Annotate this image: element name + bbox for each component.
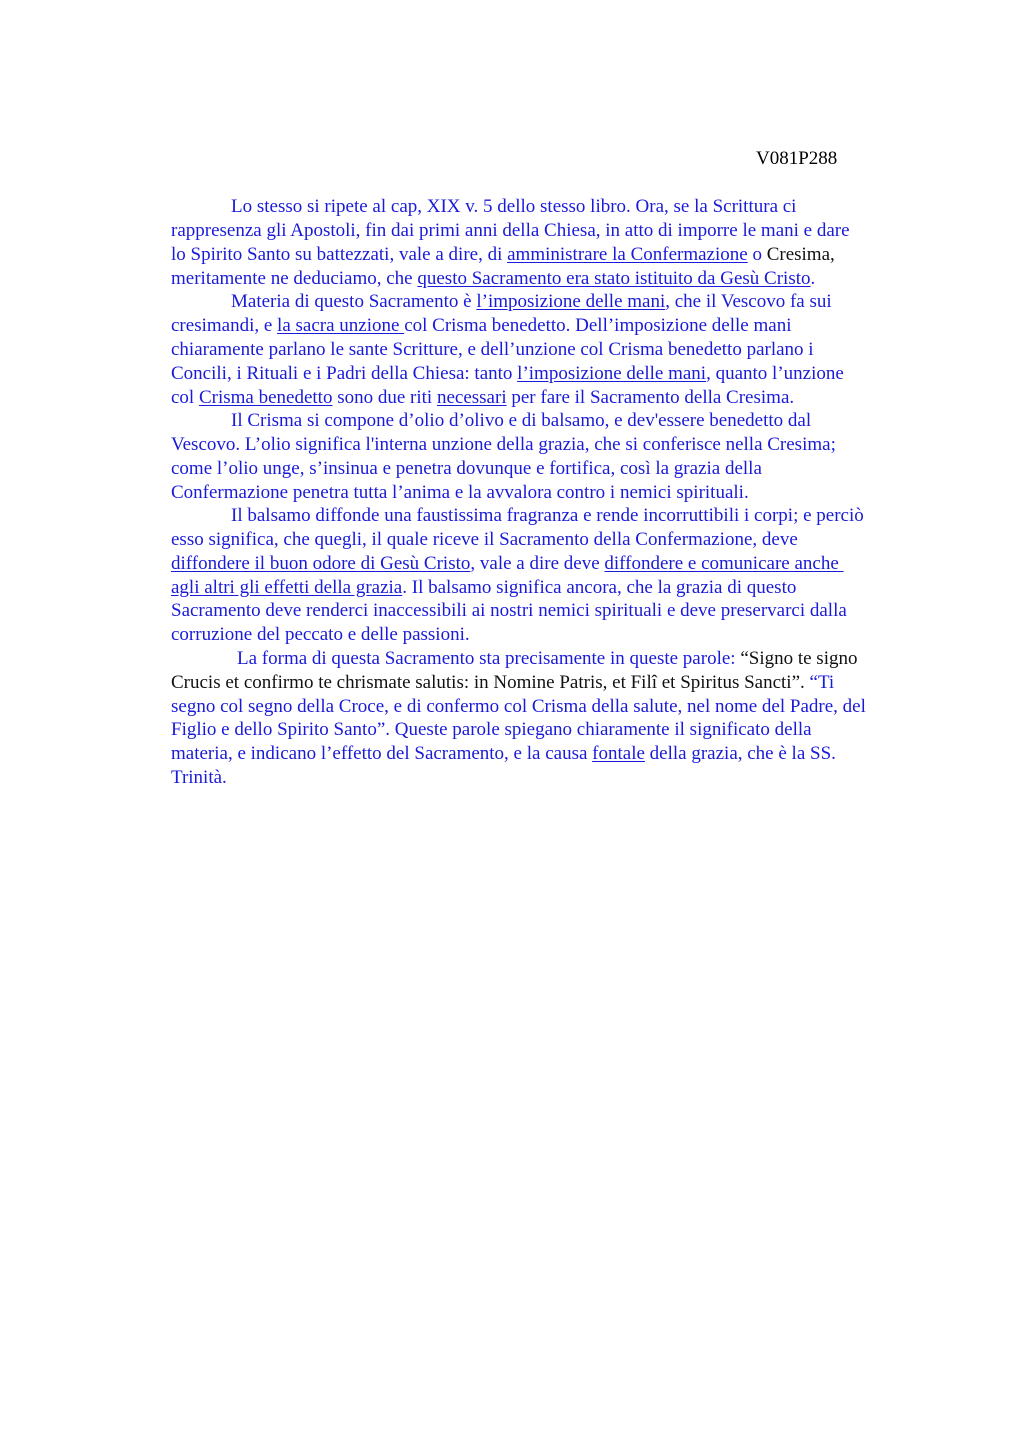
page-identifier: V081P288 (756, 148, 838, 169)
text-line-3: lo Spirito Santo su battezzati, vale a dire, di amministrare la Confermazione o Cresima, (171, 244, 835, 265)
text-line-1: Lo stesso si ripete al cap, XIX v. 5 dello stesso libro. Ora, se la Scrittura ci (231, 196, 797, 217)
text-line-11: Vescovo. L’olio significa l'interna unzione della grazia, che si conferisce nella Cresima; (171, 434, 836, 455)
text-line-9: col Crisma benedetto sono due riti necessari per fare il Sacramento della Cresima. (171, 387, 795, 408)
text-line-4: meritamente ne deduciamo, che questo Sacramento era stato istituito da Gesù Cristo. (171, 268, 816, 289)
underlined-phrase: agli altri gli effetti della grazia (171, 577, 403, 598)
text-line-13: Confermazione penetra tutta l’anima e la avvalora contro i nemici spirituali. (171, 482, 749, 503)
text-line-12: come l’olio unge, s’insinua e penetra dovunque e fortifica, così la grazia della (171, 458, 762, 479)
text-line-2: rappresenza gli Apostoli, fin dai primi anni della Chiesa, in atto di imporre le mani e dare (171, 220, 850, 241)
text-line-10: Il Crisma si compone d’olio d’olivo e di balsamo, e dev'essere benedetto dal (231, 410, 812, 431)
underlined-phrase: necessari (436, 387, 507, 408)
text-line-15: esso significa, che quegli, il quale riceve il Sacramento della Confermazione, deve (171, 529, 798, 550)
text-line-8: Concili, i Rituali e i Padri della Chiesa: tanto l’imposizione delle mani, quanto l’unzione (171, 363, 844, 384)
text-line-25: Trinità. (171, 767, 227, 788)
underlined-phrase: la sacra unzione (277, 315, 405, 336)
text-line-21: Crucis et confirmo te chrismate salutis: in Nomine Patris, et Filî et Spiritus Sancti”. “Ti (171, 672, 835, 693)
text-line-5: Materia di questo Sacramento è l’imposizione delle mani, che il Vescovo fa sui (231, 291, 832, 312)
underlined-phrase: diffondere il buon odore di Gesù Cristo (171, 553, 471, 574)
latin-formula: “Signo te signo (740, 648, 858, 669)
text-line-16: diffondere il buon odore di Gesù Cristo, vale a dire deve diffondere e comunicare anche (171, 553, 844, 574)
underlined-phrase: l’imposizione delle mani (517, 363, 707, 384)
text-line-7: chiaramente parlano le sante Scritture, e dell’unzione col Crisma benedetto parlano i (171, 339, 814, 360)
text-line-17: agli altri gli effetti della grazia. Il balsamo significa ancora, che la grazia di questo (171, 577, 797, 598)
underlined-phrase: fontale (592, 743, 645, 764)
underlined-phrase: amministrare la Confermazione (507, 244, 748, 265)
text-line-22: segno col segno della Croce, e di confermo col Crisma della salute, nel nome del Padre, del (171, 696, 866, 717)
text-line-19: corruzione del peccato e delle passioni. (171, 624, 470, 645)
text-line-24: materia, e indicano l’effetto del Sacramento, e la causa fontale della grazia, che è la SS. (171, 743, 836, 764)
underlined-phrase: questo Sacramento era stato istituito da Gesù Cristo (417, 268, 811, 289)
text-line-14: Il balsamo diffonde una faustissima fragranza e rende incorruttibili i corpi; e perciò (231, 505, 864, 526)
underlined-phrase: diffondere e comunicare anche (604, 553, 844, 574)
text-line-23: Figlio e dello Spirito Santo”. Queste parole spiegano chiaramente il significato della (171, 719, 812, 740)
latin-formula: Crucis et confirmo te chrismate salutis: in Nomine Patris, et Filî et Spiritus Sancti”. (171, 672, 805, 693)
underlined-phrase: l’imposizione delle mani (476, 291, 666, 312)
text-line-18: Sacramento deve renderci inaccessibili ai nostri nemici spirituali e deve preservarci dalla (171, 600, 847, 621)
underlined-phrase: Crisma benedetto (198, 387, 333, 408)
text-line-6: cresimandi, e la sacra unzione col Crisma benedetto. Dell’imposizione delle mani (171, 315, 792, 336)
text-line-20: La forma di questa Sacramento sta precisamente in queste parole: “Signo te signo (237, 648, 858, 669)
